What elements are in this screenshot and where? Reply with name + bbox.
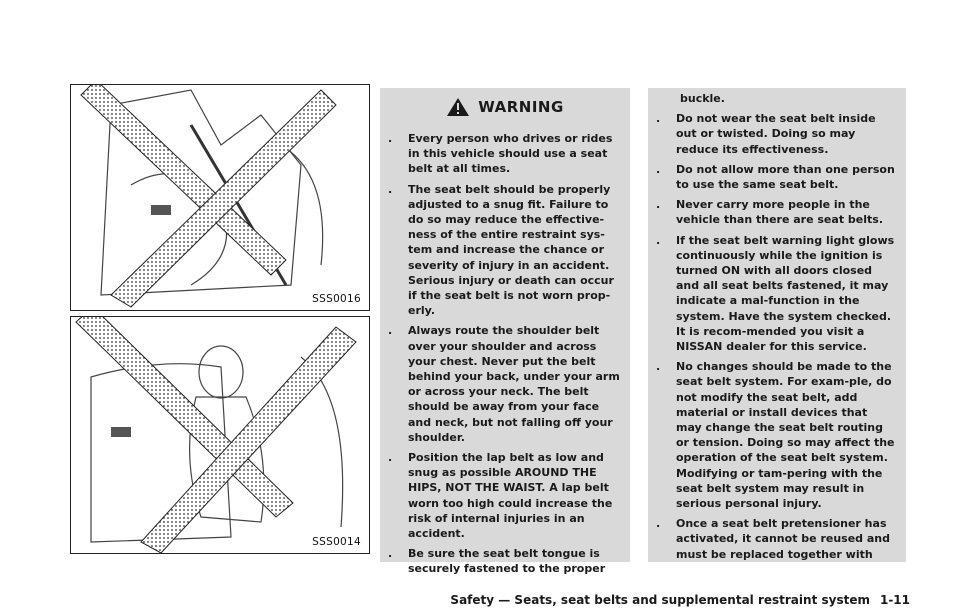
warning-item bbox=[654, 162, 896, 192]
bullet-marker: . bbox=[656, 233, 661, 247]
bullet-marker: . bbox=[656, 198, 661, 212]
warning-item-text: Do not wear the seat belt inside out or twisted. Doing so may reduce its effectiveness. bbox=[676, 112, 876, 156]
illustration-seat-belt-wrong-1 bbox=[71, 85, 369, 310]
warning-item-text: No changes should be made to the seat belt system. For exam-ple, do not modify the seat belt, add material or install devices that may change the seat belt routing or tension. Doing so may affect the operation of the seat belt system. Modifying or tam-pering with the seat belt system may result in serious personal injury. bbox=[676, 360, 895, 511]
warning-triangle-icon bbox=[446, 97, 470, 117]
bullet-marker: . bbox=[656, 162, 661, 176]
warning-item-text: Position the lap belt as low and snug as possible AROUND THE HIPS, NOT THE WAIST. A lap belt worn too high could increase the risk of internal injuries in an accident. bbox=[408, 451, 613, 541]
warning-item-text: Always route the shoulder belt over your shoulder and across your chest. Never put the belt behind your back, under your arm or across your neck. The belt should be away from your face and neck, but not falling off your shoulder. bbox=[408, 324, 620, 444]
warning-item bbox=[654, 359, 896, 511]
warning-header bbox=[380, 88, 630, 126]
warning-list-column-2 bbox=[648, 111, 906, 562]
warning-item-text: Never carry more people in the vehicle than there are seat belts. bbox=[676, 198, 883, 227]
bullet-marker: . bbox=[656, 112, 661, 126]
warning-item bbox=[654, 111, 896, 157]
warning-item bbox=[386, 323, 620, 445]
bullet-marker: . bbox=[388, 451, 393, 465]
figure-incorrect-belt-2 bbox=[70, 316, 370, 554]
figure-incorrect-belt-1 bbox=[70, 84, 370, 311]
bullet-marker: . bbox=[388, 547, 393, 561]
warning-item bbox=[654, 197, 896, 227]
warning-box-column-2 bbox=[648, 88, 906, 562]
bullet-marker: . bbox=[388, 324, 393, 338]
warning-item bbox=[386, 546, 620, 576]
page-number: 1-11 bbox=[879, 593, 910, 607]
warning-item-text: Once a seat belt pretensioner has activated, it cannot be reused and must be replaced together with bbox=[676, 517, 890, 561]
figure-label: SSS0016 bbox=[312, 293, 361, 305]
warning-continuation: buckle. bbox=[680, 92, 725, 105]
illustration-seat-belt-wrong-2 bbox=[71, 317, 369, 553]
bullet-marker: . bbox=[656, 360, 661, 374]
warning-box-column-1 bbox=[380, 88, 630, 576]
warning-item-text: The seat belt should be properly adjusted to a snug fit. Failure to do so may reduce the effective-ness of the entire restraint sys-tem and increase the chance or severity of injury in an accident. Serious injury or death can occur if the seat belt is not worn prop-erly. bbox=[408, 182, 614, 318]
warning-list-column-1 bbox=[380, 131, 630, 577]
warning-item-text: Every person who drives or rides in this vehicle should use a seat belt at all times. bbox=[408, 132, 613, 176]
warning-item bbox=[654, 233, 896, 355]
warning-item bbox=[386, 450, 620, 541]
warning-item-text: Do not allow more than one person to use the same seat belt. bbox=[676, 162, 895, 192]
warning-item bbox=[386, 182, 620, 319]
warning-item bbox=[654, 516, 896, 562]
figure-label: SSS0014 bbox=[312, 536, 361, 548]
page-footer bbox=[450, 593, 910, 607]
warning-item-text: If the seat belt warning light glows continuously while the ignition is turned ON with all doors closed and all seat belts fastened, it may indicate a mal-function in the system. Have the system checked. It is recom-mended you visit a NISSAN dealer for this service. bbox=[676, 233, 895, 354]
bullet-marker: . bbox=[388, 182, 393, 196]
footer-section-title: Safety — Seats, seat belts and supplemental restraint system bbox=[450, 593, 870, 607]
warning-title: WARNING bbox=[478, 98, 564, 116]
warning-item-text: Be sure the seat belt tongue is securely fastened to the proper bbox=[408, 547, 606, 576]
warning-item bbox=[386, 131, 620, 177]
bullet-marker: . bbox=[656, 517, 661, 531]
bullet-marker: . bbox=[388, 132, 393, 145]
